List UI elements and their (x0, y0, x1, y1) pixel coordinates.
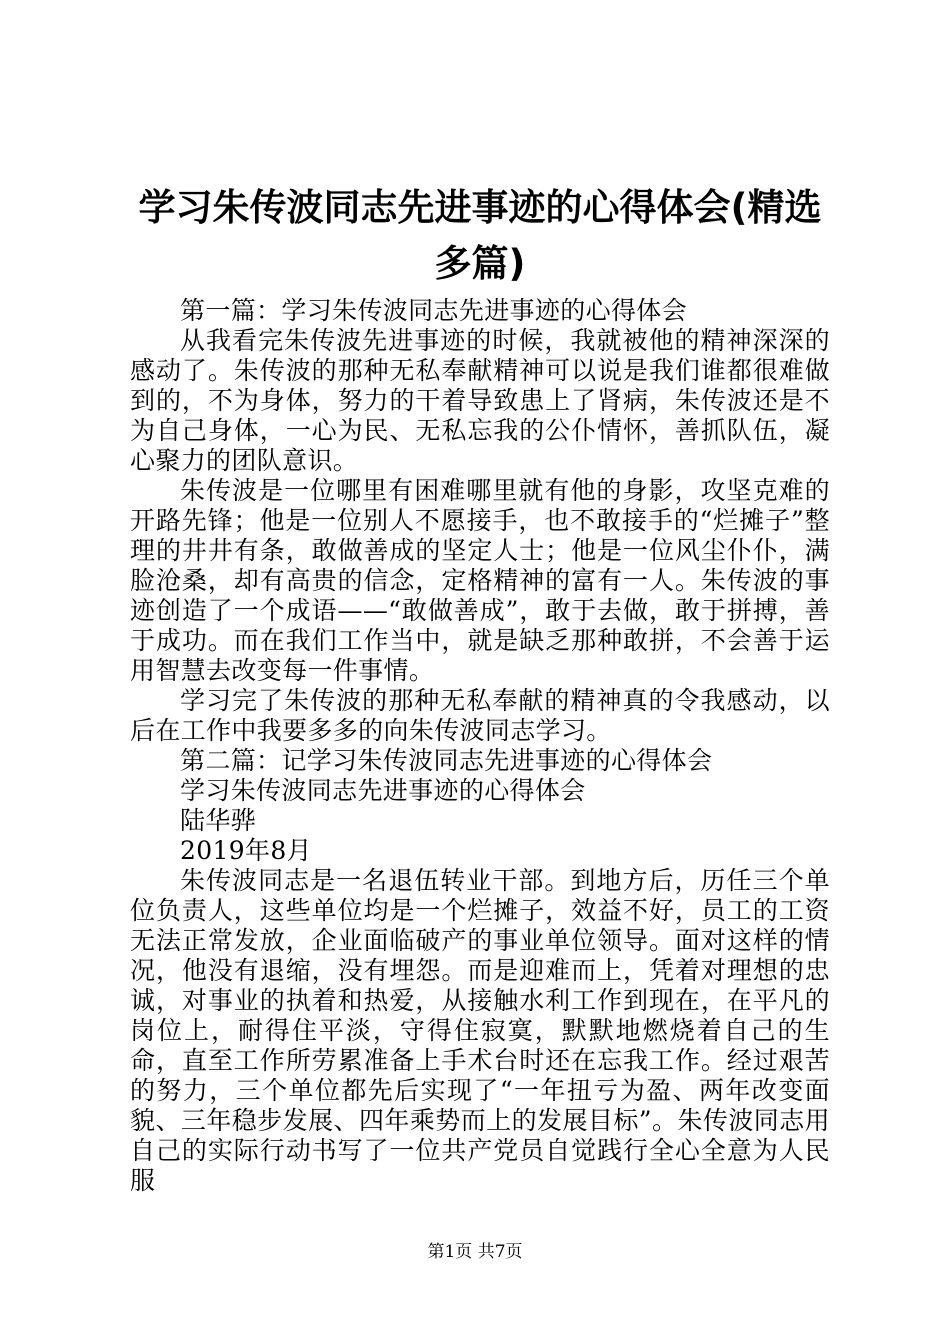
section-heading: 第一篇：学习朱传波同志先进事迹的心得体会 (180, 296, 688, 325)
body-paragraph: 朱传波是一位哪里有困难哪里就有他的身影，攻坚克难的开路先锋；他是一位别人不愿接手，也不敢接手的“烂摊子”整理的井井有条，敢做善成的坚定人士；他是一位风尘仆仆，满脸沧桑，却有高贵的信念，定格精神的富有一人。朱传波的事迹创造了一个成语——“敢做善成”，敢于去做，敢于拼搏，善于成功。而在我们工作当中，就是缺乏那种敢拼，不会善于运用智慧去改变每一件事情。 (130, 476, 830, 685)
section-heading: 第二篇：记学习朱传波同志先进事迹的心得体会 (180, 746, 713, 775)
body-paragraph: 朱传波同志是一名退伍转业干部。到地方后，历任三个单位负责人，这些单位均是一个烂摊子，效益不好，员工的工资无法正常发放，企业面临破产的事业单位领导。面对这样的情况，他没有退缩，没有埋怨。而是迎难而上，凭着对理想的忠诚，对事业的执着和热爱，从接触水利工作到现在，在平凡的岗位上，耐得住平淡，守得住寂寞，默默地燃烧着自己的生命，直至工作所劳累准备上手术台时还在忘我工作。经过艰苦的努力，三个单位都先后实现了“一年扭亏为盈、两年改变面貌、三年稳步发展、四年乘势而上的发展目标”。朱传波同志用自己的实际行动书写了一位共产党员自觉践行全心全意为人民服 (130, 866, 830, 1195)
page-footer: 第1页 共7页 (427, 1242, 523, 1262)
date-line: 2019年8月 (180, 836, 312, 865)
document-body (130, 296, 830, 1196)
subtitle-line: 学习朱传波同志先进事迹的心得体会 (180, 776, 586, 805)
document-title: 学习朱传波同志先进事迹的心得体会(精选多篇) (138, 186, 822, 285)
author-line: 陆华骅 (180, 806, 257, 835)
body-paragraph: 学习完了朱传波的那种无私奉献的精神真的令我感动，以后在工作中我要多多的向朱传波同志学习。 (130, 686, 830, 745)
body-paragraph: 从我看完朱传波先进事迹的时候，我就被他的精神深深的感动了。朱传波的那种无私奉献精神可以说是我们谁都很难做到的，不为身体，努力的干着导致患上了肾病，朱传波还是不为自己身体，一心为民、无私忘我的公仆情怀，善抓队伍，凝心聚力的团队意识。 (130, 326, 830, 475)
